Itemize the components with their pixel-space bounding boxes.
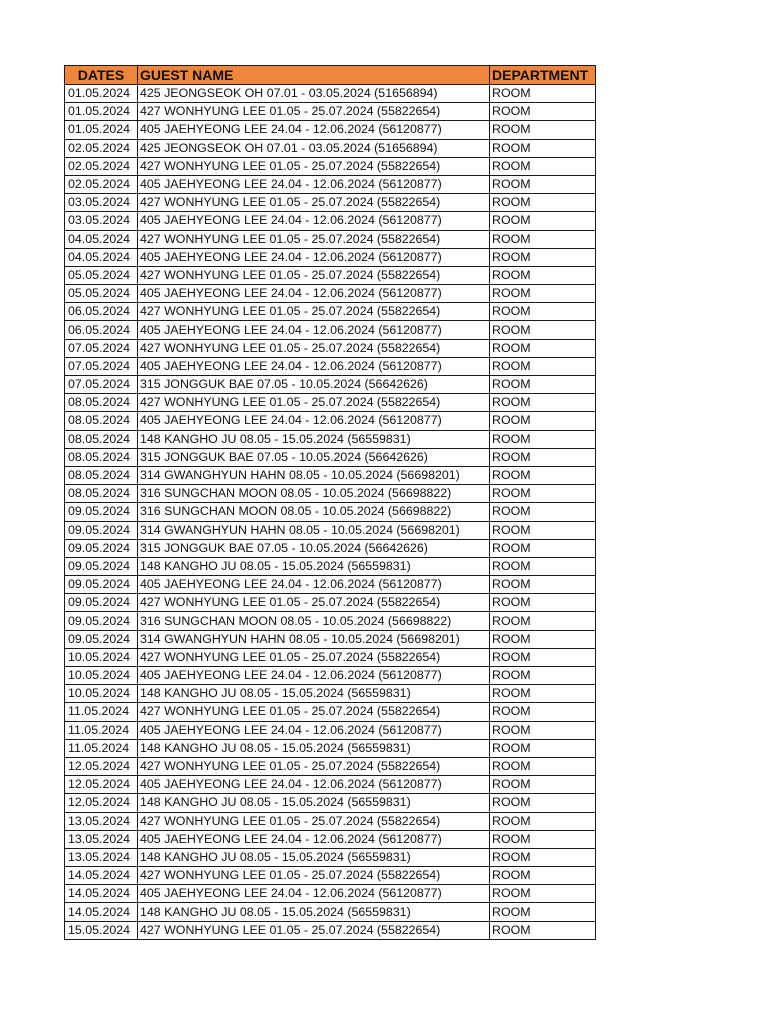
table-row — [65, 339, 596, 357]
table-row — [65, 394, 596, 412]
date-cell: 13.05.2024 — [65, 830, 138, 848]
department-cell: ROOM — [490, 503, 596, 521]
table-row — [65, 576, 596, 594]
department-cell: ROOM — [490, 376, 596, 394]
guest-name-cell: 148 KANGHO JU 08.05 - 15.05.2024 (56559831) — [138, 739, 490, 757]
table-row — [65, 794, 596, 812]
date-cell: 09.05.2024 — [65, 539, 138, 557]
date-cell: 01.05.2024 — [65, 121, 138, 139]
date-cell: 02.05.2024 — [65, 139, 138, 157]
header-dates: DATES — [65, 66, 138, 85]
date-cell: 09.05.2024 — [65, 503, 138, 521]
date-cell: 06.05.2024 — [65, 303, 138, 321]
date-cell: 09.05.2024 — [65, 576, 138, 594]
date-cell: 07.05.2024 — [65, 339, 138, 357]
guest-name-cell: 427 WONHYUNG LEE 01.05 - 25.07.2024 (55822654) — [138, 921, 490, 939]
department-cell: ROOM — [490, 757, 596, 775]
date-cell: 07.05.2024 — [65, 357, 138, 375]
date-cell: 14.05.2024 — [65, 903, 138, 921]
department-cell: ROOM — [490, 430, 596, 448]
header-guest-name: GUEST NAME — [138, 66, 490, 85]
table-row — [65, 157, 596, 175]
date-cell: 09.05.2024 — [65, 557, 138, 575]
table-row — [65, 376, 596, 394]
date-cell: 10.05.2024 — [65, 685, 138, 703]
date-cell: 09.05.2024 — [65, 521, 138, 539]
guest-name-cell: 427 WONHYUNG LEE 01.05 - 25.07.2024 (55822654) — [138, 103, 490, 121]
guest-table — [64, 65, 596, 940]
table-row — [65, 739, 596, 757]
department-cell: ROOM — [490, 248, 596, 266]
guest-name-cell: 427 WONHYUNG LEE 01.05 - 25.07.2024 (55822654) — [138, 157, 490, 175]
guest-name-cell: 314 GWANGHYUN HAHN 08.05 - 10.05.2024 (56698201) — [138, 521, 490, 539]
guest-name-cell: 148 KANGHO JU 08.05 - 15.05.2024 (56559831) — [138, 430, 490, 448]
date-cell: 08.05.2024 — [65, 394, 138, 412]
department-cell: ROOM — [490, 557, 596, 575]
date-cell: 03.05.2024 — [65, 212, 138, 230]
guest-name-cell: 427 WONHYUNG LEE 01.05 - 25.07.2024 (55822654) — [138, 812, 490, 830]
table-row — [65, 685, 596, 703]
guest-name-cell: 427 WONHYUNG LEE 01.05 - 25.07.2024 (55822654) — [138, 266, 490, 284]
table-header — [65, 66, 596, 85]
table-row — [65, 121, 596, 139]
table-row — [65, 921, 596, 939]
guest-name-cell: 427 WONHYUNG LEE 01.05 - 25.07.2024 (55822654) — [138, 394, 490, 412]
table-row — [65, 903, 596, 921]
guest-name-cell: 425 JEONGSEOK OH 07.01 - 03.05.2024 (51656894) — [138, 85, 490, 103]
department-cell: ROOM — [490, 285, 596, 303]
table-row — [65, 230, 596, 248]
table-row — [65, 648, 596, 666]
guest-name-cell: 405 JAEHYEONG LEE 24.04 - 12.06.2024 (56120877) — [138, 721, 490, 739]
date-cell: 12.05.2024 — [65, 757, 138, 775]
department-cell: ROOM — [490, 903, 596, 921]
department-cell: ROOM — [490, 721, 596, 739]
date-cell: 08.05.2024 — [65, 466, 138, 484]
department-cell: ROOM — [490, 612, 596, 630]
table-row — [65, 303, 596, 321]
guest-name-cell: 148 KANGHO JU 08.05 - 15.05.2024 (56559831) — [138, 848, 490, 866]
guest-name-cell: 427 WONHYUNG LEE 01.05 - 25.07.2024 (55822654) — [138, 230, 490, 248]
department-cell: ROOM — [490, 867, 596, 885]
date-cell: 09.05.2024 — [65, 594, 138, 612]
table-row — [65, 812, 596, 830]
date-cell: 10.05.2024 — [65, 648, 138, 666]
table-row — [65, 412, 596, 430]
table-row — [65, 248, 596, 266]
table-row — [65, 830, 596, 848]
department-cell: ROOM — [490, 448, 596, 466]
guest-name-cell: 314 GWANGHYUN HAHN 08.05 - 10.05.2024 (56698201) — [138, 466, 490, 484]
date-cell: 06.05.2024 — [65, 321, 138, 339]
department-cell: ROOM — [490, 339, 596, 357]
department-cell: ROOM — [490, 685, 596, 703]
table-row — [65, 557, 596, 575]
date-cell: 02.05.2024 — [65, 157, 138, 175]
date-cell: 14.05.2024 — [65, 867, 138, 885]
department-cell: ROOM — [490, 485, 596, 503]
date-cell: 05.05.2024 — [65, 285, 138, 303]
date-cell: 08.05.2024 — [65, 485, 138, 503]
department-cell: ROOM — [490, 703, 596, 721]
department-cell: ROOM — [490, 230, 596, 248]
guest-name-cell: 315 JONGGUK BAE 07.05 - 10.05.2024 (56642626) — [138, 539, 490, 557]
header-row — [65, 66, 596, 85]
date-cell: 15.05.2024 — [65, 921, 138, 939]
date-cell: 08.05.2024 — [65, 448, 138, 466]
table-row — [65, 721, 596, 739]
table-row — [65, 266, 596, 284]
table-row — [65, 521, 596, 539]
date-cell: 01.05.2024 — [65, 85, 138, 103]
department-cell: ROOM — [490, 85, 596, 103]
table-row — [65, 175, 596, 193]
guest-name-cell: 405 JAEHYEONG LEE 24.04 - 12.06.2024 (56120877) — [138, 212, 490, 230]
date-cell: 11.05.2024 — [65, 739, 138, 757]
department-cell: ROOM — [490, 121, 596, 139]
department-cell: ROOM — [490, 776, 596, 794]
guest-name-cell: 405 JAEHYEONG LEE 24.04 - 12.06.2024 (56120877) — [138, 321, 490, 339]
guest-name-cell: 427 WONHYUNG LEE 01.05 - 25.07.2024 (55822654) — [138, 339, 490, 357]
table-row — [65, 594, 596, 612]
date-cell: 11.05.2024 — [65, 721, 138, 739]
table-row — [65, 321, 596, 339]
department-cell: ROOM — [490, 412, 596, 430]
table-row — [65, 503, 596, 521]
department-cell: ROOM — [490, 648, 596, 666]
date-cell: 01.05.2024 — [65, 103, 138, 121]
department-cell: ROOM — [490, 103, 596, 121]
table-row — [65, 485, 596, 503]
table-row — [65, 630, 596, 648]
table-row — [65, 212, 596, 230]
guest-name-cell: 316 SUNGCHAN MOON 08.05 - 10.05.2024 (56698822) — [138, 612, 490, 630]
guest-name-cell: 427 WONHYUNG LEE 01.05 - 25.07.2024 (55822654) — [138, 867, 490, 885]
table-row — [65, 703, 596, 721]
guest-name-cell: 405 JAEHYEONG LEE 24.04 - 12.06.2024 (56120877) — [138, 830, 490, 848]
guest-name-cell: 148 KANGHO JU 08.05 - 15.05.2024 (56559831) — [138, 557, 490, 575]
table-row — [65, 85, 596, 103]
department-cell: ROOM — [490, 157, 596, 175]
guest-name-cell: 427 WONHYUNG LEE 01.05 - 25.07.2024 (55822654) — [138, 303, 490, 321]
date-cell: 13.05.2024 — [65, 812, 138, 830]
guest-name-cell: 405 JAEHYEONG LEE 24.04 - 12.06.2024 (56120877) — [138, 412, 490, 430]
guest-name-cell: 427 WONHYUNG LEE 01.05 - 25.07.2024 (55822654) — [138, 194, 490, 212]
department-cell: ROOM — [490, 175, 596, 193]
guest-name-cell: 315 JONGGUK BAE 07.05 - 10.05.2024 (56642626) — [138, 376, 490, 394]
date-cell: 07.05.2024 — [65, 376, 138, 394]
table-row — [65, 667, 596, 685]
table-row — [65, 776, 596, 794]
department-cell: ROOM — [490, 212, 596, 230]
department-cell: ROOM — [490, 303, 596, 321]
department-cell: ROOM — [490, 539, 596, 557]
department-cell: ROOM — [490, 139, 596, 157]
department-cell: ROOM — [490, 194, 596, 212]
table-row — [65, 103, 596, 121]
guest-name-cell: 405 JAEHYEONG LEE 24.04 - 12.06.2024 (56120877) — [138, 121, 490, 139]
department-cell: ROOM — [490, 848, 596, 866]
table-row — [65, 139, 596, 157]
date-cell: 09.05.2024 — [65, 612, 138, 630]
guest-name-cell: 427 WONHYUNG LEE 01.05 - 25.07.2024 (55822654) — [138, 648, 490, 666]
guest-name-cell: 405 JAEHYEONG LEE 24.04 - 12.06.2024 (56120877) — [138, 175, 490, 193]
guest-name-cell: 315 JONGGUK BAE 07.05 - 10.05.2024 (56642626) — [138, 448, 490, 466]
guest-name-cell: 405 JAEHYEONG LEE 24.04 - 12.06.2024 (56120877) — [138, 667, 490, 685]
department-cell: ROOM — [490, 794, 596, 812]
table-row — [65, 867, 596, 885]
guest-name-cell: 314 GWANGHYUN HAHN 08.05 - 10.05.2024 (56698201) — [138, 630, 490, 648]
guest-name-cell: 405 JAEHYEONG LEE 24.04 - 12.06.2024 (56120877) — [138, 248, 490, 266]
guest-name-cell: 148 KANGHO JU 08.05 - 15.05.2024 (56559831) — [138, 903, 490, 921]
guest-name-cell: 427 WONHYUNG LEE 01.05 - 25.07.2024 (55822654) — [138, 703, 490, 721]
table-row — [65, 885, 596, 903]
date-cell: 02.05.2024 — [65, 175, 138, 193]
department-cell: ROOM — [490, 576, 596, 594]
department-cell: ROOM — [490, 630, 596, 648]
department-cell: ROOM — [490, 921, 596, 939]
guest-name-cell: 427 WONHYUNG LEE 01.05 - 25.07.2024 (55822654) — [138, 594, 490, 612]
guest-name-cell: 405 JAEHYEONG LEE 24.04 - 12.06.2024 (56120877) — [138, 285, 490, 303]
date-cell: 14.05.2024 — [65, 885, 138, 903]
department-cell: ROOM — [490, 594, 596, 612]
department-cell: ROOM — [490, 667, 596, 685]
date-cell: 08.05.2024 — [65, 412, 138, 430]
guest-name-cell: 405 JAEHYEONG LEE 24.04 - 12.06.2024 (56120877) — [138, 885, 490, 903]
table-row — [65, 194, 596, 212]
table-row — [65, 612, 596, 630]
table-row — [65, 539, 596, 557]
guest-name-cell: 427 WONHYUNG LEE 01.05 - 25.07.2024 (55822654) — [138, 757, 490, 775]
department-cell: ROOM — [490, 466, 596, 484]
guest-name-cell: 405 JAEHYEONG LEE 24.04 - 12.06.2024 (56120877) — [138, 776, 490, 794]
table-row — [65, 448, 596, 466]
date-cell: 04.05.2024 — [65, 230, 138, 248]
department-cell: ROOM — [490, 321, 596, 339]
department-cell: ROOM — [490, 830, 596, 848]
guest-name-cell: 316 SUNGCHAN MOON 08.05 - 10.05.2024 (56698822) — [138, 485, 490, 503]
table-row — [65, 848, 596, 866]
table-row — [65, 430, 596, 448]
table-row — [65, 285, 596, 303]
table-row — [65, 466, 596, 484]
date-cell: 03.05.2024 — [65, 194, 138, 212]
date-cell: 05.05.2024 — [65, 266, 138, 284]
date-cell: 12.05.2024 — [65, 794, 138, 812]
table-body — [65, 85, 596, 940]
department-cell: ROOM — [490, 394, 596, 412]
department-cell: ROOM — [490, 266, 596, 284]
department-cell: ROOM — [490, 739, 596, 757]
department-cell: ROOM — [490, 521, 596, 539]
guest-name-cell: 148 KANGHO JU 08.05 - 15.05.2024 (56559831) — [138, 794, 490, 812]
date-cell: 12.05.2024 — [65, 776, 138, 794]
date-cell: 10.05.2024 — [65, 667, 138, 685]
guest-name-cell: 316 SUNGCHAN MOON 08.05 - 10.05.2024 (56698822) — [138, 503, 490, 521]
guest-name-cell: 405 JAEHYEONG LEE 24.04 - 12.06.2024 (56120877) — [138, 357, 490, 375]
table-row — [65, 757, 596, 775]
date-cell: 04.05.2024 — [65, 248, 138, 266]
guest-name-cell: 148 KANGHO JU 08.05 - 15.05.2024 (56559831) — [138, 685, 490, 703]
date-cell: 13.05.2024 — [65, 848, 138, 866]
department-cell: ROOM — [490, 357, 596, 375]
guest-name-cell: 425 JEONGSEOK OH 07.01 - 03.05.2024 (51656894) — [138, 139, 490, 157]
department-cell: ROOM — [490, 885, 596, 903]
header-department: DEPARTMENT — [490, 66, 596, 85]
table-row — [65, 357, 596, 375]
date-cell: 11.05.2024 — [65, 703, 138, 721]
date-cell: 09.05.2024 — [65, 630, 138, 648]
department-cell: ROOM — [490, 812, 596, 830]
guest-name-cell: 405 JAEHYEONG LEE 24.04 - 12.06.2024 (56120877) — [138, 576, 490, 594]
date-cell: 08.05.2024 — [65, 430, 138, 448]
